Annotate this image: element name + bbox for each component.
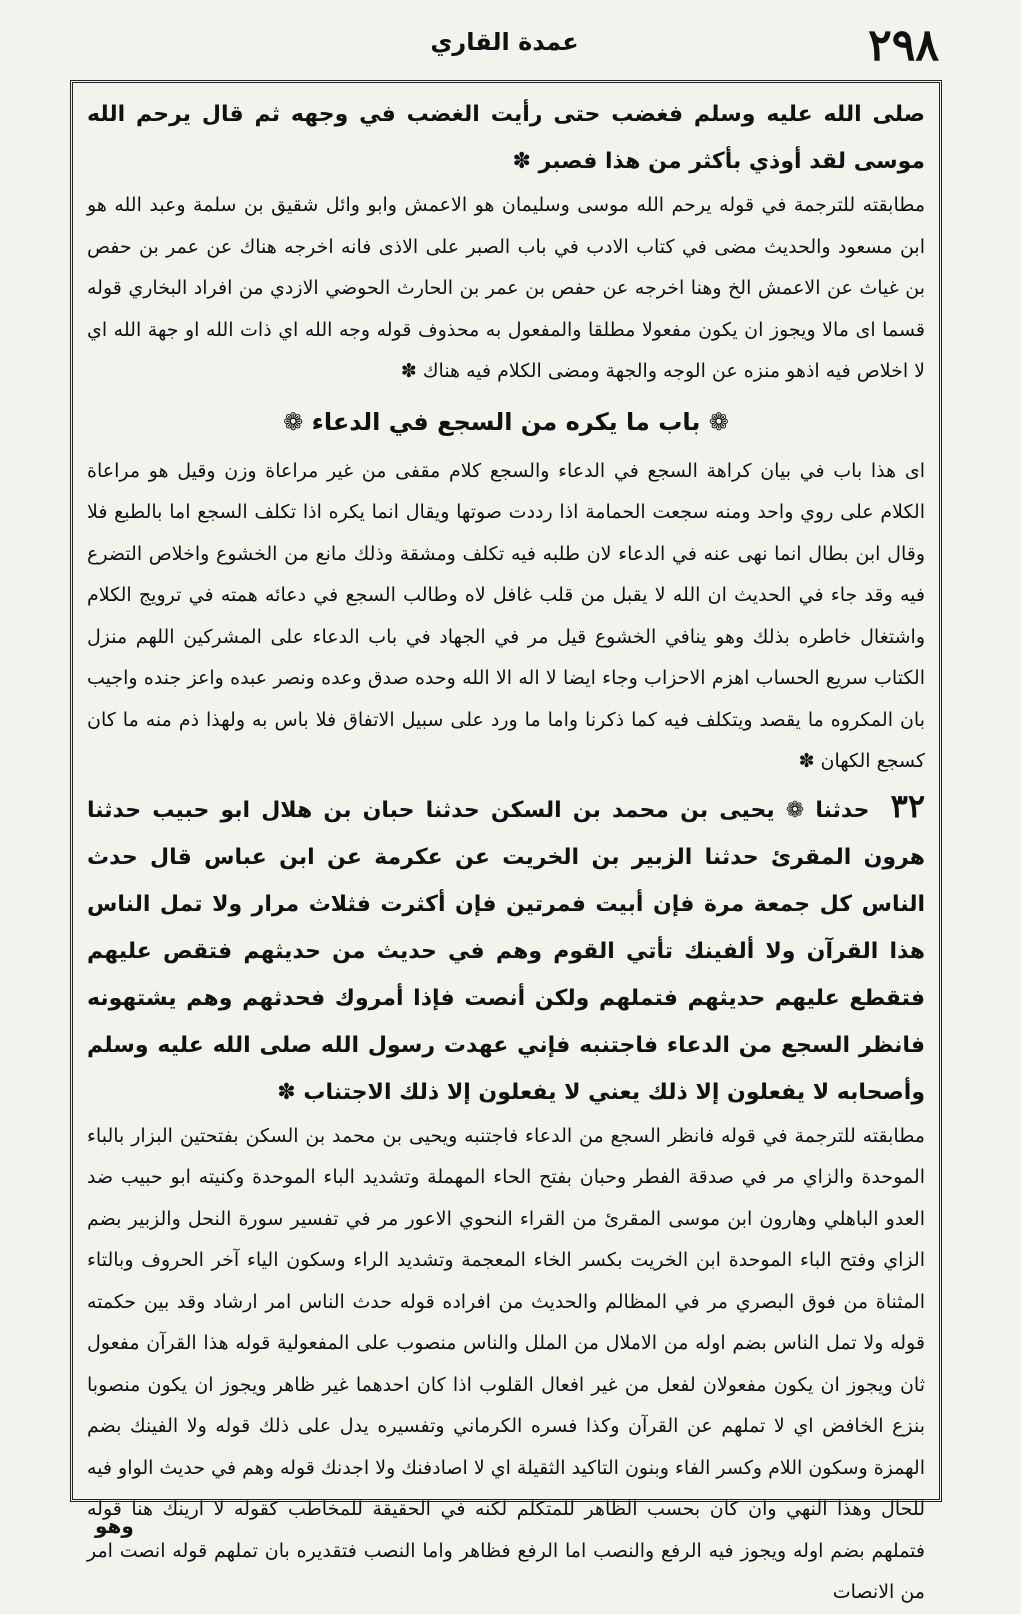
chapter-heading: ❁ باب ما يكره من السجع في الدعاء ❁ <box>283 407 729 436</box>
hadith-text-continuation: صلى الله عليه وسلم فغضب حتى رأيت الغضب في وجهه ثم قال يرحم الله موسى لقد أوذي بأكثر من هذا فصبر ✽ <box>87 102 925 174</box>
hadith-number: ٣٢ <box>890 786 925 825</box>
commentary-paragraph: مطابقته للترجمة في قوله يرحم الله موسى وسليمان هو الاعمش وابو وائل شقيق بن سلمة وعبد الله هو ابن مسعود والحديث مضى في كتاب الادب في باب الصبر على الاذى فانه اخرجه هناك عن عمر بن حفص بن غياث عن الاعمش الخ وهنا اخرجه عن حفص بن عمر بن الحارث الحوضي الازدي من افراد البخاري قوله قسما اى مالا ويجوز ان يكون مفعولا مطلقا والمفعول به محذوف قوله وجه الله اي ذات الله او جهة الله اي لا اخلاص فيه اذهو منزه عن الوجه والجهة ومضى الكلام فيه هناك ✽ <box>87 194 925 382</box>
catchword: وهو <box>95 1514 134 1538</box>
narration-marker: حدثنا <box>815 797 870 823</box>
page-number: ٢٩٨ <box>868 20 939 71</box>
chapter-commentary: اى هذا باب في بيان كراهة السجع في الدعاء والسجع كلام مقفى من غير مراعاة وزن وقيل هو مراعاة الكلام على روي واحد ومنه سجعت الحمامة اذا رددت صوتها ويقال انما يكره اذا تكلف السجع اما بالطبع فلا وقال ابن بطال انما نهى عنه في الدعاء لان طلبه فيه تكلف ومشقة وذلك مانع من الخشوع واخلاص التضرع فيه وقد جاء في الحديث ان الله لا يقبل من قلب غافل لاه وطالب السجع في دعائه همته في ترويج الكلام واشتغال خاطره بذلك وهو ينافي الخشوع قيل مر في الجهاد في باب الدعاء على المشركين اللهم منزل الكتاب سريع الحساب اهزم الاحزاب وجاء ايضا لا اله الا الله وحده صدق وعده ونصر عبده واعز جنده واجيب بان المكروه ما يقصد ويتكلف فيه كما ذكرنا واما ما ورد على سبيل الاتفاق فلا باس به ولهذا ذم منه ما كان كسجع الكهان ✽ <box>87 459 925 772</box>
hadith-commentary: مطابقته للترجمة في قوله فانظر السجع من الدعاء فاجتنبه ويحيى بن محمد بن السكن بفتحتين البزار بالباء الموحدة والزاي مر في صدقة الفطر وحبان بفتح الحاء المهملة وتشديد الباء الموحدة وكنيته ابو حبيب ضد العدو الباهلي وهارون ابن موسى المقرئ من القراء النحوي الاعور مر في تفسير سورة النحل والزبير بضم الزاي وفتح الباء الموحدة ابن الخريت بكسر الخاء المعجمة وتشديد الراء وسكون الياء آخر الحروف وبالتاء المثناة من فوق البصري مر في المظالم والحديث من افراده قوله حدث الناس امر ارشاد وقد بين حكمته قوله ولا تمل الناس بضم اوله من الاملال من الملل والناس منصوب على المفعولية قوله هذا القرآن مفعول ثان ويجوز ان يكون مفعولان لفعل من غير افعال القلوب اذا كان احدهما غير ظاهر ويجوز ان يكون منصوبا بنزع الخافض اي لا تملهم عن القرآن وكذا فسره الكرماني وتفسيره يدل على ذلك قوله ولا الفينك بضم الهمزة وسكون اللام وكسر الفاء وبنون التاكيد الثقيلة اي لا اصادفنك ولا اجدنك قوله وهم في حديث الواو فيه للحال وهذا النهي وان كان بحسب الظاهر للمتكلم لكنه في الحقيقة للمخاطب كقوله لا ارينك هنا قوله فتملهم بضم اوله ويجوز فيه الرفع والنصب اما الرفع فظاهر واما النصب فتقديره بان تملهم قوله انصت امر من الانصات <box>87 1124 925 1603</box>
hadith-body: ❁ يحيى بن محمد بن السكن حدثنا حبان بن هلال ابو حبيب حدثنا هرون المقرئ حدثنا الزبير بن الخريت عن عكرمة عن ابن عباس قال حدث الناس كل جمعة مرة فإن أبيت فمرتين فإن أكثرت فثلاث مرار ولا تمل الناس هذا القرآن ولا ألفينك تأتي القوم وهم في حديث من حديثهم فتقص عليهم فتقطع عليهم حديثهم فتملهم ولكن أنصت فإذا أمروك فحدثهم وهم يشتهونه فانظر السجع من الدعاء فاجتنبه فإني عهدت رسول الله صلى الله عليه وسلم وأصحابه لا يفعلون إلا ذلك يعني لا يفعلون إلا ذلك الاجتناب ✽ <box>87 797 925 1105</box>
text-frame <box>70 80 942 1603</box>
hadith-entry <box>87 783 925 1116</box>
page-header <box>70 20 939 75</box>
running-title: عمدة القاري <box>430 28 579 56</box>
